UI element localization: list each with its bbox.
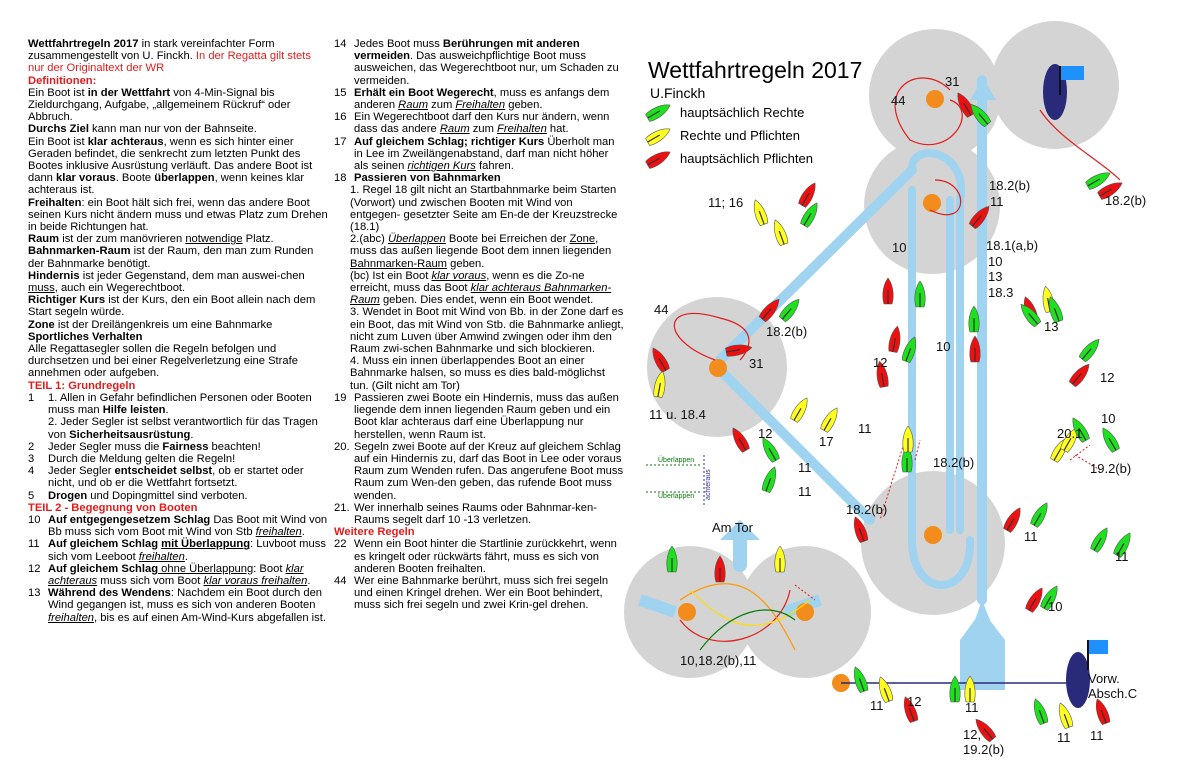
svg-text:11: 11 — [1057, 730, 1071, 745]
rule-22: 22 Wenn ein Boot hinter die Startlinie zurückkehrt, wenn es kringelt oder rückwärts fährt, muss es sich von anderen Booten freihalten. — [334, 538, 617, 575]
svg-text:18.2(b): 18.2(b) — [766, 324, 808, 339]
rule-10: 10 Auf entgegengesetzem Schlag Das Boot mit Wind von Bb muss sich vom Boot mit Wind von Stb freihalten. — [28, 513, 328, 539]
start-arrow — [960, 610, 1005, 690]
mark-buoy — [923, 194, 941, 212]
svg-text:10: 10 — [936, 339, 951, 354]
svg-text:Überlappen: Überlappen — [658, 493, 695, 500]
svg-text:12: 12 — [758, 426, 773, 441]
svg-text:11 u. 18.4: 11 u. 18.4 — [649, 407, 706, 422]
svg-text:44: 44 — [891, 93, 906, 108]
mark-buoy — [678, 603, 696, 621]
rule-5: 5 Drogen und Dopingmittel sind verboten. — [28, 489, 248, 502]
svg-text:12: 12 — [1100, 370, 1115, 385]
rule-21: 21. Wer innerhalb seines Raums oder Bahnmar-ken-Raums segelt darf 10 -13 verletzen. — [334, 501, 597, 526]
svg-text:12: 12 — [907, 694, 922, 709]
svg-text:19.2(b): 19.2(b) — [1090, 461, 1132, 476]
legend — [645, 101, 813, 170]
definition: Zone ist der Dreilängenkreis um eine Bahnmarke — [28, 318, 273, 331]
weitere-heading: Weitere Regeln — [334, 526, 415, 539]
rule-44: 44 Wer eine Bahnmarke berührt, muss sich frei segeln und einen Kringel drehen. Wer ein Boot behindert, muss sich frei segeln und zwei Krin-gel drehen. — [334, 574, 609, 612]
svg-text:18.1(a,b): 18.1(a,b) — [986, 238, 1039, 253]
definition: Durchs Ziel kann man nur von der Bahnseite. — [28, 123, 257, 136]
svg-text:20.1: 20.1 — [1057, 426, 1083, 441]
definition: Hindernis ist jeder Gegenstand, dem man auswei-chen muss, auch ein Wegerechtboot. — [28, 269, 305, 295]
rule-15: 15 Erhält ein Boot Wegerecht, muss es anfangs dem anderen Raum zum Freihalten geben. — [334, 86, 610, 112]
svg-text:11: 11 — [858, 421, 872, 436]
definition: Ein Boot ist klar achteraus, wenn es sich hinter einer Geraden befindet, die senkrecht zum letzten Punkt des Bootes inklusive Ausrüstung verläuft. Das andere Boot ist dann klar voraus. Boote überlappen, wenn keines klar achteraus ist. — [28, 135, 313, 197]
mark-buoy — [924, 526, 942, 544]
svg-text:achteraus: achteraus — [705, 469, 712, 500]
legend-green: hauptsächlich Rechte — [680, 105, 805, 120]
svg-text:12: 12 — [873, 355, 888, 370]
rule-20: 20. Segeln zwei Boote auf der Kreuz auf gleichem Schlag auf ein Hindernis zu, darf das Boot in Lee oder voraus Raum zum Wenden rufen. Das angerufene Boot muss Raum zum Wen-den geben, das rufende Boot muss wenden. — [334, 440, 624, 502]
mark-buoy — [709, 359, 727, 377]
rule-2: 2 Jeder Segler muss die Fairness beachten! — [28, 440, 261, 453]
rule-18-4: 4. Muss ein innen überlappendes Boot an einer Bahnmarke halsen, so muss es dies bald-möglichst tun. (Gilt nicht am Tor) — [350, 355, 605, 392]
mark-buoy — [926, 90, 944, 108]
overlap-legend — [646, 455, 712, 505]
svg-text:11: 11 — [965, 700, 979, 715]
rule-14: 14 Jedes Boot muss Berührungen mit anderen vermeiden. Das ausweichpflichtige Boot muss ausweichen, das Wegerechtboot nur, um Schaden zu vermeiden. — [334, 38, 619, 87]
sport-heading: Sportliches Verhalten — [28, 330, 143, 343]
rule-4: 4 Jeder Segler entscheidet selbst, ob er startet oder nicht, und ob er die Wettfahrt fortsetzt. — [28, 465, 304, 490]
definition: Raum ist der zum manövrieren notwendige Platz. — [28, 233, 274, 246]
rule-18-2-bc: (bc) Ist ein Boot klar voraus, wenn es die Zo-ne erreicht, muss das Boot klar achteraus Bahnmarken-Raum geben. Dies endet, wenn ein Boot wendet. — [350, 269, 612, 307]
definition: Ein Boot ist in der Wettfahrt von 4-Min-Signal bis Zieldurchgang, Aufgabe, „allgemeinem Rückruf“ oder Abbruch. — [28, 86, 291, 124]
svg-text:11: 11 — [798, 484, 812, 499]
rule-13: 13 Während des Wendens: Nachdem ein Boot durch den Wind gegangen ist, muss es sich von anderen Booten freihalten, bis es auf einen Am-Wind-Kurs abgefallen ist. — [28, 587, 326, 624]
svg-text:13: 13 — [1044, 319, 1059, 334]
svg-text:11: 11 — [798, 460, 812, 475]
rules-column-right — [334, 38, 624, 612]
rule-11: 11 Auf gleichem Schlag mit Überlappung: Luvboot muss sich vom Leeboot freihalten. — [28, 538, 326, 563]
rule-19: 19 Passieren zwei Boote ein Hindernis, muss das außen liegende dem innen liegenden Raum geben und ein Boot klar achteraus darf eine Überlappung nur herstellen, wenn Raum ist. — [334, 391, 619, 441]
svg-text:11: 11 — [990, 194, 1004, 209]
teil1-heading: TEIL 1: Grundregeln — [28, 379, 136, 392]
sport-text: Alle Regattasegler sollen die Regeln befolgen und durchsetzen und bei einer Regelverletzung eine Strafe annehmen oder aufgeben. — [28, 343, 298, 380]
svg-text:18.3: 18.3 — [988, 285, 1014, 300]
svg-text:11: 11 — [1115, 549, 1129, 564]
diagram-author: U.Finckh — [650, 85, 706, 101]
rule-17: 17 Auf gleichem Schlag; richtiger Kurs Überholt man in Lee im Zweilängenabstand, darf man nicht höher als seinen richtigen Kurs fahren. — [334, 135, 615, 173]
svg-text:10: 10 — [988, 254, 1003, 269]
svg-text:11: 11 — [1024, 529, 1038, 544]
rule-18-2: 2.(abc) Überlappen Boote bei Erreichen der Zone, muss das außen liegende Boot dem innen liegenden Bahnmarken-Raum geben. — [350, 233, 612, 270]
rules-column-left — [28, 38, 328, 624]
definition: Bahnmarken-Raum ist der Raum, den man zum Runden der Bahnmarke benötigt. — [28, 245, 314, 270]
svg-text:12,: 12, — [963, 727, 982, 742]
svg-text:10,18.2(b),11: 10,18.2(b),11 — [680, 653, 757, 668]
svg-text:11; 16: 11; 16 — [708, 195, 744, 210]
svg-text:31: 31 — [749, 356, 764, 371]
rule-16: 16 Ein Wegerechtboot darf den Kurs nur ändern, wenn dass das andere Raum zum Freihalten hat. — [334, 111, 610, 136]
svg-text:13: 13 — [988, 269, 1003, 284]
rule-18: 18 Passieren von Bahnmarken — [334, 172, 501, 185]
mark-buoy — [796, 603, 814, 621]
svg-text:18.2(b): 18.2(b) — [933, 455, 975, 470]
svg-text:Am Tor: Am Tor — [712, 520, 753, 535]
course-diagram — [620, 0, 1200, 767]
rule-1-2: 2. Jeder Segler ist selbst verantwortlich für das Tragen von Sicherheitsausrüstung. — [48, 416, 318, 441]
definition: Freihalten: ein Boot hält sich frei, wenn das andere Boot seinen Kurs nicht ändern muss und etwas Platz zum Drehen in beide Richtungen hat. — [28, 196, 328, 234]
svg-text:44: 44 — [654, 302, 669, 317]
svg-text:Vorw.: Vorw. — [1088, 671, 1120, 686]
svg-text:18.2(b): 18.2(b) — [1105, 193, 1147, 208]
svg-text:19.2(b): 19.2(b) — [963, 742, 1005, 757]
legend-yellow: Rechte und Pflichten — [680, 128, 800, 143]
svg-text:31: 31 — [945, 74, 960, 89]
svg-text:11: 11 — [870, 698, 884, 713]
teil2-heading: TEIL 2 - Begegnung von Booten — [28, 501, 198, 514]
rule-18-3: 3. Wendet in Boot mit Wind von Bb. in der Zone darf es ein Boot, das mit Wind von Stb. die Bahnmarke anliegt, nicht zum Luven über Amwind zwingen oder ihm den Raum zwi-schen Bahnmarke und sich blockieren. — [350, 306, 624, 356]
svg-text:18.2(b): 18.2(b) — [846, 502, 888, 517]
intro: Wettfahrtregeln 2017 in stark vereinfachter Form zusammengestellt von U. Finckh. In der Regatta gilt stets nur der Originaltext der WR — [28, 38, 311, 75]
rule-3: 3 Durch die Meldung gelten die Regeln! — [28, 452, 236, 465]
rule-18-1: 1. Regel 18 gilt nicht an Startbahnmarke beim Starten (Vorwort) und zwischen Booten mit Wind von entgegen- gesetzter Seite am En-de der Kreuzstrecke (18.1) — [350, 184, 618, 234]
svg-text:Überlappen: Überlappen — [658, 457, 695, 464]
svg-text:10: 10 — [1048, 599, 1063, 614]
diagram-title: Wettfahrtregeln 2017 — [648, 57, 863, 83]
svg-text:10: 10 — [892, 240, 907, 255]
svg-text:18.2(b): 18.2(b) — [989, 178, 1031, 193]
svg-text:Absch.C: Absch.C — [1088, 686, 1138, 701]
rule-12: 12 Auf gleichem Schlag ohne Überlappung: Boot klar achteraus muss sich vom Boot klar voraus freihalten. — [28, 562, 311, 587]
definitions-heading: Definitionen: — [28, 74, 97, 87]
svg-text:17: 17 — [819, 434, 834, 449]
legend-red: hauptsächlich Pflichten — [680, 151, 813, 166]
svg-text:11: 11 — [1090, 728, 1104, 743]
rule-1: 1 1. Allen in Gefahr befindlichen Personen oder Booten muss man Hilfe leisten. — [28, 391, 312, 417]
definition: Richtiger Kurs ist der Kurs, den ein Boot allein nach dem Start segeln würde. — [28, 294, 316, 319]
svg-text:10: 10 — [1101, 411, 1116, 426]
